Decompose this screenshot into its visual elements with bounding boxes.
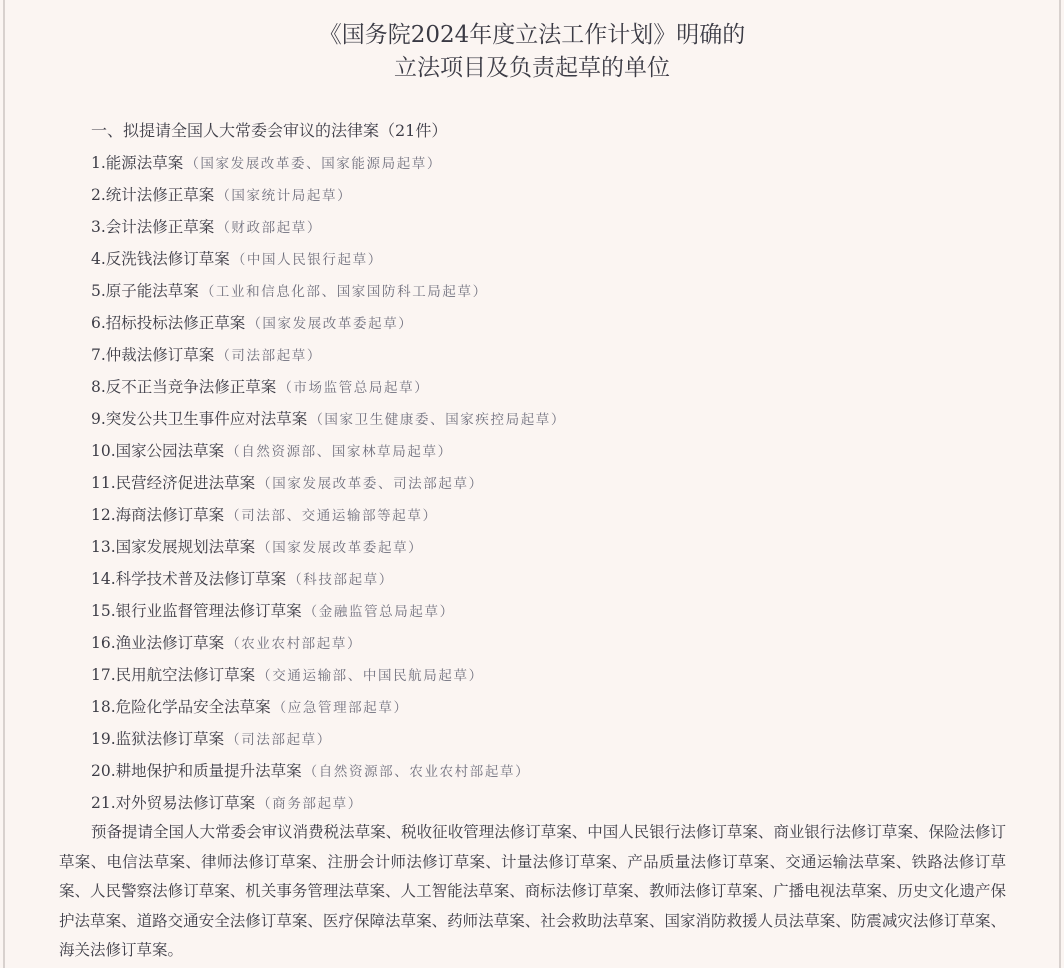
item-number: 6. — [91, 314, 106, 332]
item-number: 12. — [91, 506, 116, 524]
item-number: 19. — [91, 730, 116, 748]
list-item — [91, 789, 566, 821]
item-name: 统计法修正草案 — [105, 186, 215, 204]
page-edge-right — [1059, 0, 1061, 968]
title-line-1: 《国务院2024年度立法工作计划》明确的 — [318, 22, 746, 48]
item-name: 耕地保护和质量提升法草案 — [115, 762, 302, 780]
item-drafter: （国家统计局起草） — [216, 188, 353, 204]
item-drafter: （自然资源部、农业农村部起草） — [303, 764, 531, 780]
item-drafter: （国家发展改革委起草） — [247, 316, 414, 332]
body-paragraph: 预备提请全国人大常委会审议消费税法草案、税收征收管理法修订草案、中国人民银行法修订草案、商业银行法修订草案、保险法修订草案、电信法草案、律师法修订草案、注册会计师法修订草案、计量法修订草案、产品质量法修订草案、交通运输法草案、铁路法修订草案、人民警察法修订草案、机关事务管理法草案、人工智能法草案、商标法修订草案、教师法修订草案、广播电视法草案、历史文化遗产保护法草案、道路交通安全法修订草案、医疗保障法草案、药师法草案、社会救助法草案、国家消防救援人员法草案、防震减灾法修订草案、海关法修订草案。 — [59, 823, 1006, 959]
law-list — [91, 149, 566, 821]
page-edge-left — [3, 0, 5, 968]
list-item — [91, 149, 566, 181]
item-drafter: （财政部起草） — [216, 220, 323, 236]
list-item — [91, 245, 566, 277]
item-name: 渔业法修订草案 — [115, 634, 225, 652]
item-drafter: （交通运输部、中国民航局起草） — [257, 668, 484, 684]
item-name: 国家发展规划法草案 — [115, 538, 256, 556]
item-name: 能源法草案 — [105, 154, 184, 172]
item-number: 13. — [91, 538, 116, 556]
list-item — [91, 565, 566, 597]
list-item — [91, 405, 566, 437]
item-drafter: （农业农村部起草） — [226, 636, 363, 652]
item-name: 反不正当竞争法修正草案 — [105, 378, 277, 396]
list-item — [91, 437, 566, 469]
item-number: 11. — [91, 474, 116, 492]
item-number: 1. — [91, 154, 106, 172]
item-drafter: （司法部起草） — [216, 348, 323, 364]
item-drafter: （工业和信息化部、国家国防科工局起草） — [200, 284, 488, 300]
item-name: 民营经济促进法草案 — [115, 474, 256, 492]
list-item — [91, 661, 566, 693]
item-name: 民用航空法修订草案 — [115, 666, 256, 684]
item-drafter: （科技部起草） — [288, 572, 394, 588]
item-number: 5. — [91, 282, 106, 300]
list-item — [91, 629, 566, 661]
list-item — [91, 533, 566, 565]
item-drafter: （中国人民银行起草） — [231, 252, 383, 268]
item-drafter: （国家发展改革委、国家能源局起草） — [185, 156, 443, 172]
item-number: 17. — [91, 666, 116, 684]
item-name: 原子能法草案 — [105, 282, 199, 300]
list-item — [91, 725, 566, 757]
item-number: 8. — [91, 378, 106, 396]
item-number: 9. — [91, 410, 106, 428]
item-number: 2. — [91, 186, 106, 204]
item-drafter: （商务部起草） — [257, 796, 363, 812]
item-number: 15. — [91, 602, 116, 620]
item-drafter: （金融监管总局起草） — [303, 604, 455, 620]
item-number: 14. — [91, 570, 116, 588]
list-item — [91, 277, 566, 309]
list-item — [91, 373, 566, 405]
list-item — [91, 341, 566, 373]
item-number: 21. — [91, 794, 116, 812]
item-drafter: （国家发展改革委、司法部起草） — [257, 476, 484, 492]
list-item — [91, 757, 566, 789]
item-number: 4. — [91, 250, 106, 268]
item-name: 海商法修订草案 — [115, 506, 225, 524]
item-name: 仲裁法修订草案 — [105, 346, 215, 364]
list-item — [91, 181, 566, 213]
item-number: 20. — [91, 762, 116, 780]
item-name: 危险化学品安全法草案 — [115, 698, 271, 716]
list-item — [91, 309, 566, 341]
item-name: 会计法修正草案 — [105, 218, 215, 236]
list-item — [91, 597, 566, 629]
item-drafter: （应急管理部起草） — [272, 700, 409, 716]
item-name: 反洗钱法修订草案 — [105, 250, 230, 268]
list-item — [91, 501, 566, 533]
item-name: 国家公园法草案 — [115, 442, 225, 460]
item-drafter: （国家发展改革委起草） — [257, 540, 424, 556]
item-name: 对外贸易法修订草案 — [115, 794, 256, 812]
item-number: 7. — [91, 346, 106, 364]
item-number: 16. — [91, 634, 116, 652]
list-item — [91, 693, 566, 725]
item-drafter: （自然资源部、国家林草局起草） — [226, 444, 453, 460]
item-number: 10. — [91, 442, 116, 460]
item-name: 银行业监督管理法修订草案 — [115, 602, 302, 620]
section-heading: 一、拟提请全国人大常委会审议的法律案（21件） — [91, 121, 448, 140]
item-name: 突发公共卫生事件应对法草案 — [105, 410, 308, 428]
item-drafter: （司法部起草） — [226, 732, 332, 748]
item-number: 3. — [91, 218, 106, 236]
item-name: 科学技术普及法修订草案 — [115, 570, 287, 588]
page-title — [0, 19, 1064, 85]
item-name: 监狱法修订草案 — [115, 730, 225, 748]
item-drafter: （国家卫生健康委、国家疾控局起草） — [309, 412, 567, 428]
item-number: 18. — [91, 698, 116, 716]
item-drafter: （司法部、交通运输部等起草） — [226, 508, 438, 524]
item-drafter: （市场监管总局起草） — [278, 380, 430, 396]
title-line-2: 立法项目及负责起草的单位 — [394, 55, 670, 81]
list-item — [91, 469, 566, 501]
item-name: 招标投标法修正草案 — [105, 314, 246, 332]
list-item — [91, 213, 566, 245]
